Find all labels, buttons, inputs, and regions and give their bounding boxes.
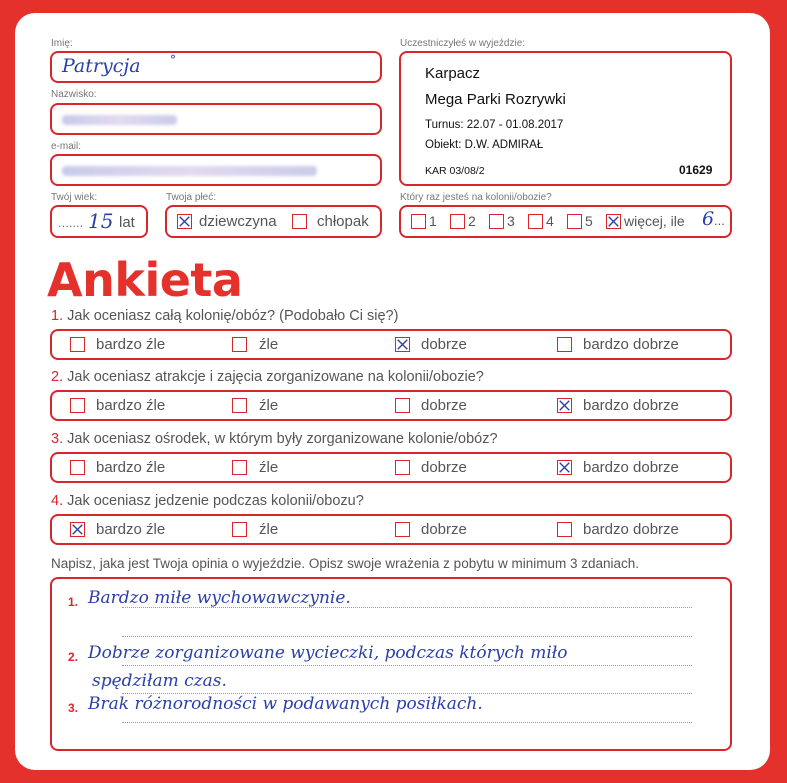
times-option-5: 5 [585,213,593,229]
question-4-text [51,493,364,509]
age-label: Twój wiek: [51,192,98,203]
opinion-line-2b: spędziłam czas. [92,671,227,691]
ruling-line [122,636,692,637]
gender-field [165,205,382,238]
q4-checkbox-dobrze[interactable] [395,522,410,537]
trip-obiekt: Obiekt: D.W. ADMIRAŁ [425,139,544,151]
gender-checkbox-boy[interactable] [292,214,307,229]
times-label: Który raz jesteś na kolonii/obozie? [400,192,552,203]
question-number: 4. [51,493,64,509]
times-checkbox-3[interactable] [489,214,504,229]
opinion-prompt: Napisz, jaka jest Twoja opinia o wyjeździe. Opisz swoje wrażenia z pobytu w minimum 3 zdaniach. [51,556,640,571]
times-option-3: 3 [507,213,515,229]
question-1-text [51,308,398,324]
q3-checkbox-bardzo-zle[interactable] [70,460,85,475]
q1-checkbox-zle[interactable] [232,337,247,352]
question-number: 2. [51,369,64,385]
q1-option-bardzo-zle: bardzo źle [96,336,166,353]
age-field[interactable] [50,205,148,238]
check-x-icon [558,461,571,474]
times-checkbox-1[interactable] [411,214,426,229]
q4-checkbox-zle[interactable] [232,522,247,537]
check-x-icon [71,523,84,536]
q1-checkbox-dobrze[interactable] [395,337,410,352]
email-field[interactable] [50,154,382,186]
opinion-line-1: Bardzo miłe wychowawczynie. [88,588,351,608]
q2-checkbox-zle[interactable] [232,398,247,413]
survey-form [15,13,770,770]
q2-checkbox-bardzo-dobrze[interactable] [557,398,572,413]
opinion-number-3: 3. [68,701,79,715]
q3-option-zle: źle [259,459,279,476]
redacted-email [62,166,317,176]
q3-checkbox-zle[interactable] [232,460,247,475]
q1-option-bardzo-dobrze: bardzo dobrze [583,336,679,353]
q4-option-dobrze: dobrze [421,521,467,538]
q1-checkbox-bardzo-zle[interactable] [70,337,85,352]
question-label: Jak oceniasz całą kolonię/obóz? (Podobało Ci się?) [67,308,399,324]
q3-option-bardzo-zle: bardzo źle [96,459,166,476]
age-value: 15 [88,209,114,233]
times-field [399,205,732,238]
question-number: 1. [51,308,64,324]
gender-checkbox-girl[interactable] [177,214,192,229]
question-label: Jak oceniasz ośrodek, w którym były zorganizowane kolonie/obóz? [67,431,498,447]
surname-label: Nazwisko: [51,89,97,100]
name-label: Imię: [51,38,73,49]
q2-option-dobrze: dobrze [421,397,467,414]
q4-checkbox-bardzo-dobrze[interactable] [557,522,572,537]
redacted-surname [62,115,177,125]
trip-label: Uczestniczyłeś w wyjeździe: [400,38,526,49]
q1-option-zle: źle [259,336,279,353]
age-unit: lat [119,214,135,231]
times-more-value: 6 [702,208,715,230]
times-option-more: więcej, ile [624,213,685,229]
q3-option-bardzo-dobrze: bardzo dobrze [583,459,679,476]
opinion-box[interactable] [50,577,732,751]
gender-option-boy: chłopak [317,213,369,230]
question-label: Jak oceniasz atrakcje i zajęcia zorganizowane na kolonii/obozie? [67,369,484,385]
q1-option-dobrze: dobrze [421,336,467,353]
q3-checkbox-bardzo-dobrze[interactable] [557,460,572,475]
opinion-line-3: Brak różnorodności w podawanych posiłkach. [88,694,483,714]
q2-checkbox-bardzo-zle[interactable] [70,398,85,413]
q1-checkbox-bardzo-dobrze[interactable] [557,337,572,352]
trip-city: Karpacz [425,65,481,82]
trip-turnus: Turnus: 22.07 - 01.08.2017 [425,119,564,131]
times-checkbox-more[interactable] [606,214,621,229]
name-field[interactable] [50,51,382,83]
name-value: Patrycja [62,55,141,77]
age-dots: ....... [58,215,84,230]
question-3-options [50,452,732,483]
trip-ticket [399,51,732,186]
times-option-2: 2 [468,213,476,229]
question-4-options [50,514,732,545]
q3-option-dobrze: dobrze [421,459,467,476]
gender-option-girl: dziewczyna [199,213,277,230]
trip-park: Mega Parki Rozrywki [425,91,566,108]
opinion-number-1: 1. [68,595,79,609]
ruling-line [122,665,692,666]
q4-checkbox-bardzo-zle[interactable] [70,522,85,537]
q4-option-bardzo-dobrze: bardzo dobrze [583,521,679,538]
q4-option-zle: źle [259,521,279,538]
email-label: e-mail: [51,141,82,152]
q4-option-bardzo-zle: bardzo źle [96,521,166,538]
stray-mark: ° [170,53,176,67]
times-checkbox-2[interactable] [450,214,465,229]
q3-checkbox-dobrze[interactable] [395,460,410,475]
opinion-number-2: 2. [68,650,79,664]
trip-number: 01629 [679,163,713,177]
survey-title: Ankieta [47,253,243,307]
question-2-options [50,390,732,421]
gender-label: Twoja płeć: [166,192,217,203]
opinion-line-2: Dobrze zorganizowane wycieczki, podczas których miło [88,643,568,663]
q2-option-bardzo-zle: bardzo źle [96,397,166,414]
q2-checkbox-dobrze[interactable] [395,398,410,413]
ruling-line [122,722,692,723]
q2-option-zle: źle [259,397,279,414]
q2-option-bardzo-dobrze: bardzo dobrze [583,397,679,414]
check-x-icon [558,399,571,412]
times-checkbox-4[interactable] [528,214,543,229]
times-checkbox-5[interactable] [567,214,582,229]
question-1-options [50,329,732,360]
check-x-icon [178,215,191,228]
question-3-text [51,431,498,447]
question-2-text [51,369,484,385]
check-x-icon [396,338,409,351]
trip-code: KAR 03/08/2 [425,165,485,177]
times-option-4: 4 [546,213,554,229]
surname-field[interactable] [50,103,382,135]
check-x-icon [607,215,620,228]
question-number: 3. [51,431,64,447]
times-more-dots: ... [714,213,725,228]
times-option-1: 1 [429,213,437,229]
question-label: Jak oceniasz jedzenie podczas kolonii/obozu? [67,493,364,509]
